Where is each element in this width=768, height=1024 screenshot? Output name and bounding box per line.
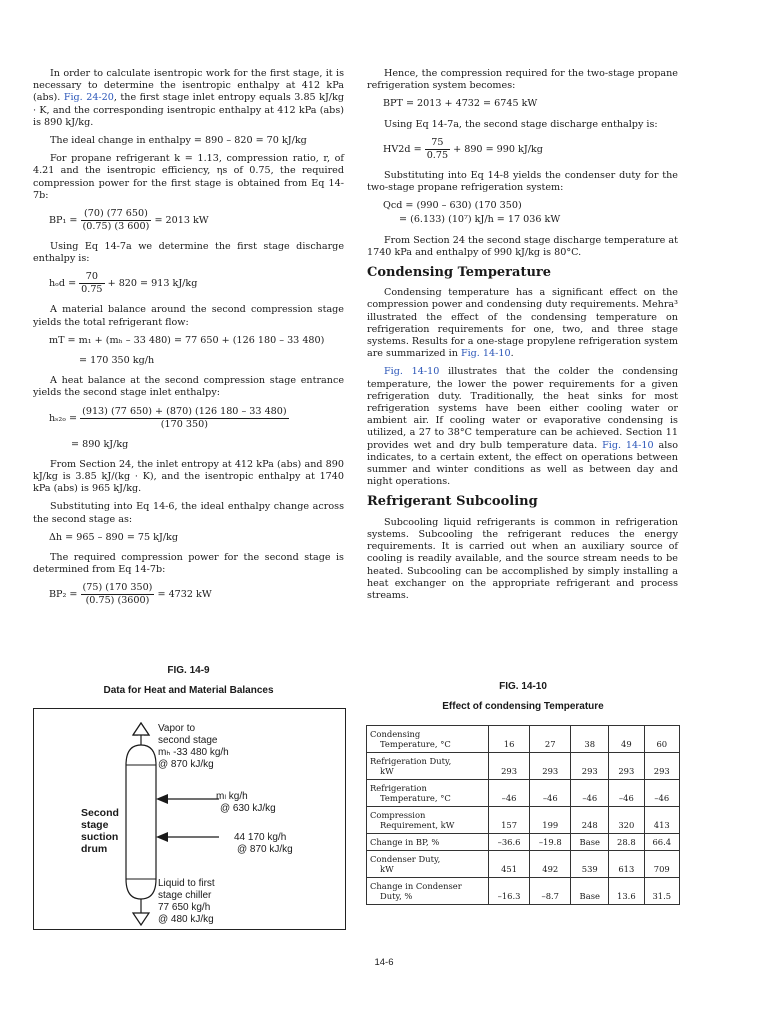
equation-mt-result: = 170 350 kg/h: [79, 355, 155, 367]
row-label-line-2: kW: [380, 864, 394, 874]
table-cell: 199: [530, 807, 571, 834]
row-label-line-2: Requirement, kW: [380, 820, 455, 830]
paragraph: Subcooling liquid refrigerants is common in refrigeration systems. Subcooling the refrigerant reduces the energy requirements. It is carried out when an auxiliary source of cooling is readily available, and the source stream needs to be heated. Subcooling can be accomplished by simply installing a heat exchanger on the appropriate refrigerant and process streams.: [367, 516, 678, 601]
inlet-2-label-2: @ 870 kJ/kg: [237, 844, 293, 855]
fig-14-10-caption: [366, 680, 680, 714]
table-cell: –46: [609, 780, 644, 807]
table-cell: Base: [571, 834, 609, 851]
paragraph: From Section 24, the inlet entropy at 412 kPa (abs) and 890 kJ/kg is 3.85 kJ/(kg · K), and the isentropic enthalpy at 1740 kPa (abs) is 965 kJ/kg.: [33, 458, 344, 495]
table-cell: 248: [571, 807, 609, 834]
row-label-line-2: kW: [380, 766, 394, 776]
table-cell: 320: [609, 807, 644, 834]
table-cell: 293: [571, 753, 609, 780]
condensing-temperature-table: [366, 725, 680, 905]
row-label-line-1: Condenser Duty,: [370, 854, 441, 864]
paragraph: The required compression power for the second stage is determined from Eq 14-7b:: [33, 552, 344, 576]
paragraph: Substituting into Eq 14-6, the ideal enthalpy change across the second stage as:: [33, 501, 344, 525]
equation-h2s-result: = 890 kJ/kg: [71, 438, 129, 450]
row-label: [367, 780, 489, 807]
table-row: [367, 726, 680, 753]
table-cell: 13.6: [609, 878, 644, 905]
row-label-line-2: Temperature, °C: [380, 739, 451, 749]
table-cell: –16.3: [489, 878, 530, 905]
row-label-line-1: Condensing: [370, 729, 421, 739]
table-cell: 28.8: [609, 834, 644, 851]
table-cell: 38: [571, 726, 609, 753]
fig-number: FIG. 14-10: [499, 681, 547, 692]
table-cell: 539: [571, 851, 609, 878]
drum-label-4: drum: [81, 843, 108, 855]
fig-title: Effect of condensing Temperature: [442, 701, 604, 712]
left-arrow-icon: [156, 794, 168, 804]
drum-vessel: [126, 745, 156, 899]
liquid-label-4: @ 480 kJ/kg: [158, 914, 214, 925]
equation-bp1: BP₁ = (70) (77 650) (0.75) (3 600) = 2013 kW: [49, 208, 209, 233]
table-cell: 293: [530, 753, 571, 780]
vapor-label-3: mₕ -33 480 kg/h: [158, 747, 229, 758]
table-cell: –46: [644, 780, 679, 807]
table-cell: –36.6: [489, 834, 530, 851]
table-cell: 16: [489, 726, 530, 753]
table-cell: Base: [571, 878, 609, 905]
table-cell: –19.8: [530, 834, 571, 851]
table-row: [367, 807, 680, 834]
row-label-line-1: Change in Condenser: [370, 881, 462, 891]
paragraph: Hence, the compression required for the two-stage propane refrigeration system becomes:: [367, 68, 678, 92]
equation-bp2: BP₂ = (75) (170 350) (0.75) (3600) = 4732 kW: [49, 582, 212, 607]
equation-bpt: BPT = 2013 + 4732 = 6745 kW: [383, 98, 538, 110]
row-label: [367, 726, 489, 753]
paragraph: Condensing temperature has a significant effect on the compression power and condensing duty requirements. Mehra³ illustrated the effect of the condensing temperature on refrigeration requirements for one, two, and three stage systems. Results for a one-stage propylene refrigeration system are summarized in Fig. 14-10.: [367, 287, 678, 360]
table-cell: –46: [489, 780, 530, 807]
paragraph: For propane refrigerant k = 1.13, compression ratio, r, of 4.21 and the isentropic efficiency, ηs of 0.75, the required compression power for the first stage is obtained from Eq 14-7b:: [33, 153, 344, 201]
vapor-label-4: @ 870 kJ/kg: [158, 759, 214, 770]
row-label-line-1: Compression: [370, 810, 426, 820]
equation-h1d: hₒd = 70 0.75 + 820 = 913 kJ/kg: [49, 271, 198, 296]
liquid-label-2: stage chiller: [158, 890, 212, 901]
page-number: 14-6: [374, 957, 394, 968]
fig-number: FIG. 14-9: [167, 665, 210, 676]
inlet-1-label-1: mₗ kg/h: [216, 791, 248, 802]
equation-qcd: Qcd = (990 – 630) (170 350): [383, 200, 522, 212]
equation-h2s: hₛ₂ₒ = (913) (77 650) + (870) (126 180 – 33 480) (170 350): [49, 405, 287, 430]
table-cell: –46: [530, 780, 571, 807]
liquid-label-1: Liquid to first: [158, 878, 215, 889]
fig-14-10-link[interactable]: Fig. 14-10: [384, 366, 440, 378]
table-cell: 31.5: [644, 878, 679, 905]
table-cell: 60: [644, 726, 679, 753]
paragraph: Fig. 14-10 illustrates that the colder the condensing temperature, the lower the power requirements for a given refrigeration duty. Traditionally, the heat sinks for most refrigeration systems have been either cooling water or ambient air. If cooling water or evaporative condensing is utilized, a 27 to 38°C temperature can be achieved. Section 11 provides wet and dry bulb temperature data. Fig. 14-10 also indicates, to a certain extent, the effect on operations between summer and winter conditions as well as between day and night operations.: [367, 366, 679, 488]
table-row: [367, 851, 680, 878]
table-cell: 293: [644, 753, 679, 780]
table-cell: 613: [609, 851, 644, 878]
paragraph: The ideal change in enthalpy = 890 – 820 = 70 kJ/kg: [50, 135, 307, 147]
paragraph: Substituting into Eq 14-8 yields the condenser duty for the two-stage propane refrigeration system:: [367, 169, 678, 194]
drum-label-1: Second: [81, 807, 119, 819]
table-cell: 293: [489, 753, 530, 780]
row-label: [367, 753, 489, 780]
drum-label-3: suction: [81, 831, 119, 843]
paragraph: Using Eq 14-7a, the second stage discharge enthalpy is:: [384, 118, 658, 130]
vapor-label-1: Vapor to: [158, 723, 196, 734]
row-label-line-1: Refrigeration Duty,: [370, 756, 452, 766]
inlet-1-label-2: @ 630 kJ/kg: [220, 803, 276, 814]
inlet-2-label-1: 44 170 kg/h: [234, 832, 287, 843]
row-label-line-2: Duty, %: [380, 891, 413, 901]
liquid-label-3: 77 650 kg/h: [158, 902, 211, 913]
fig-14-10-link[interactable]: Fig. 14-10: [602, 439, 654, 451]
fig-14-10-link[interactable]: Fig. 14-10: [460, 348, 511, 360]
table-row: [367, 753, 680, 780]
row-label: [367, 834, 489, 851]
table-cell: 49: [609, 726, 644, 753]
table-cell: –8.7: [530, 878, 571, 905]
paragraph: From Section 24 the second stage discharge temperature at 1740 kPa and enthalpy of 990 kJ/kg is 80°C.: [367, 234, 678, 258]
fig-14-9-caption: [33, 664, 344, 698]
table-cell: 293: [609, 753, 644, 780]
equation-delta-h: Δh = 965 – 890 = 75 kJ/kg: [49, 531, 179, 543]
table-cell: 66.4: [644, 834, 679, 851]
equation-mt: mT = m₁ + (mₕ – 33 480) = 77 650 + (126 180 – 33 480): [49, 334, 325, 346]
row-label-line-2: Temperature, °C: [380, 793, 451, 803]
row-label: [367, 807, 489, 834]
vapor-label-2: second stage: [158, 735, 218, 746]
table-row: [367, 878, 680, 905]
row-label-line-1: Change in BP, %: [370, 837, 440, 847]
table-cell: 157: [489, 807, 530, 834]
drum-diagram: [34, 709, 345, 929]
table-cell: 413: [644, 807, 679, 834]
drum-label-2: stage: [81, 819, 109, 831]
equation-hv2d: HV2d = 75 0.75 + 890 = 990 kJ/kg: [383, 136, 543, 161]
down-arrow-icon: [133, 913, 149, 925]
paragraph: In order to calculate isentropic work for the first stage, it is necessary to determine the isentropic enthalpy at 412 kPa (abs). Fig. 24-20, the first stage inlet entropy equals 3.85 kJ/kg · K, and the corresponding isentropic enthalpy at 412 kPa (abs) is 890 kJ/kg.: [33, 68, 344, 128]
table-cell: 451: [489, 851, 530, 878]
table-row: [367, 834, 680, 851]
table-cell: 709: [644, 851, 679, 878]
fig-title: Data for Heat and Material Balances: [103, 685, 274, 696]
table-cell: –46: [571, 780, 609, 807]
equation-qcd-result: = (6.133) (10⁷) kJ/h = 17 036 kW: [399, 214, 561, 226]
row-label: [367, 851, 489, 878]
heading-condensing-temperature: Condensing Temperature: [367, 265, 552, 281]
table-row: [367, 780, 680, 807]
paragraph: A material balance around the second compression stage yields the total refrigerant flow:: [33, 304, 344, 328]
fig-24-20-link[interactable]: Fig. 24-20: [63, 92, 114, 104]
paragraph: Using Eq 14-7a we determine the first stage discharge enthalpy is:: [33, 241, 344, 265]
left-arrow-icon: [156, 832, 168, 842]
table-cell: 492: [530, 851, 571, 878]
row-label-line-1: Refrigeration: [370, 783, 427, 793]
left-column: [33, 68, 344, 615]
heading-refrigerant-subcooling: Refrigerant Subcooling: [367, 494, 538, 510]
paragraph: A heat balance at the second compression stage entrance yields the second stage inlet enthalpy:: [33, 375, 344, 399]
row-label: [367, 878, 489, 905]
fig-14-9-diagram: [33, 708, 346, 930]
right-column: [367, 68, 678, 608]
table-cell: 27: [530, 726, 571, 753]
